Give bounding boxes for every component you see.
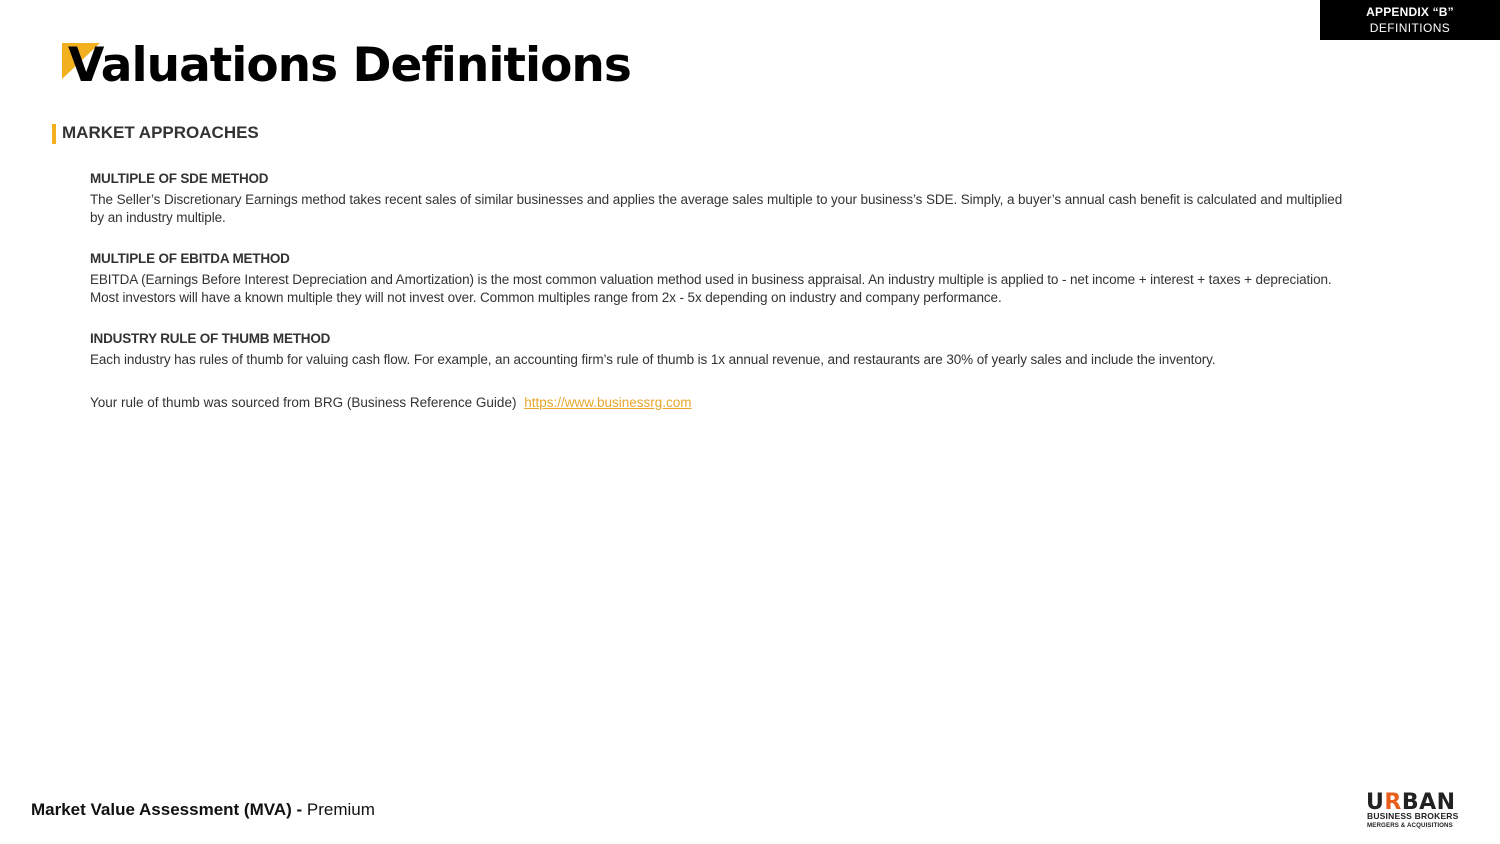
appendix-tag <box>1320 0 1500 40</box>
method-title: MULTIPLE OF SDE METHOD <box>90 171 269 186</box>
page-title: Valuations Definitions <box>68 38 631 93</box>
section-accent-bar <box>52 124 56 144</box>
source-link[interactable]: https://www.businessrg.com <box>524 394 692 410</box>
method-item <box>90 250 1350 306</box>
source-text: Your rule of thumb was sourced from BRG (Business Reference Guide) <box>90 394 517 410</box>
logo-subtitle: BUSINESS BROKERS <box>1367 811 1459 821</box>
urban-logo <box>1366 792 1474 832</box>
methods-list <box>90 170 1350 412</box>
appendix-subtitle: DEFINITIONS <box>1369 21 1451 35</box>
footer-report-name: Market Value Assessment (MVA) - <box>31 800 303 819</box>
method-title: INDUSTRY RULE OF THUMB METHOD <box>90 331 331 346</box>
logo-wordmark: URBAN <box>1366 790 1456 815</box>
method-item <box>90 170 1350 226</box>
section-title: MARKET APPROACHES <box>62 123 259 142</box>
footer-title <box>31 800 375 820</box>
footer-tier: Premium <box>306 800 375 819</box>
appendix-label: APPENDIX “B” <box>1366 5 1454 19</box>
method-title: MULTIPLE OF EBITDA METHOD <box>90 251 290 266</box>
logo-tagline: MERGERS & ACQUISITIONS <box>1367 822 1453 829</box>
method-description: EBITDA (Earnings Before Interest Depreciation and Amortization) is the most common valuation method used in business appraisal. An industry multiple is applied to - net income + interest + taxes + depreciation. Most investors will have a known multiple they will not invest over. Common multiples range from 2x - 5x depending on industry and company performance. <box>90 272 1332 305</box>
method-description: The Seller’s Discretionary Earnings method takes recent sales of similar businesses and applies the average sales multiple to your business’s SDE. Simply, a buyer’s annual cash benefit is calculated and multiplied by an industry multiple. <box>90 192 1343 225</box>
method-description: Each industry has rules of thumb for valuing cash flow. For example, an accounting firm’s rule of thumb is 1x annual revenue, and restaurants are 30% of yearly sales and include the inventory. <box>90 352 1216 367</box>
source-note <box>90 394 1350 412</box>
method-item <box>90 330 1350 369</box>
